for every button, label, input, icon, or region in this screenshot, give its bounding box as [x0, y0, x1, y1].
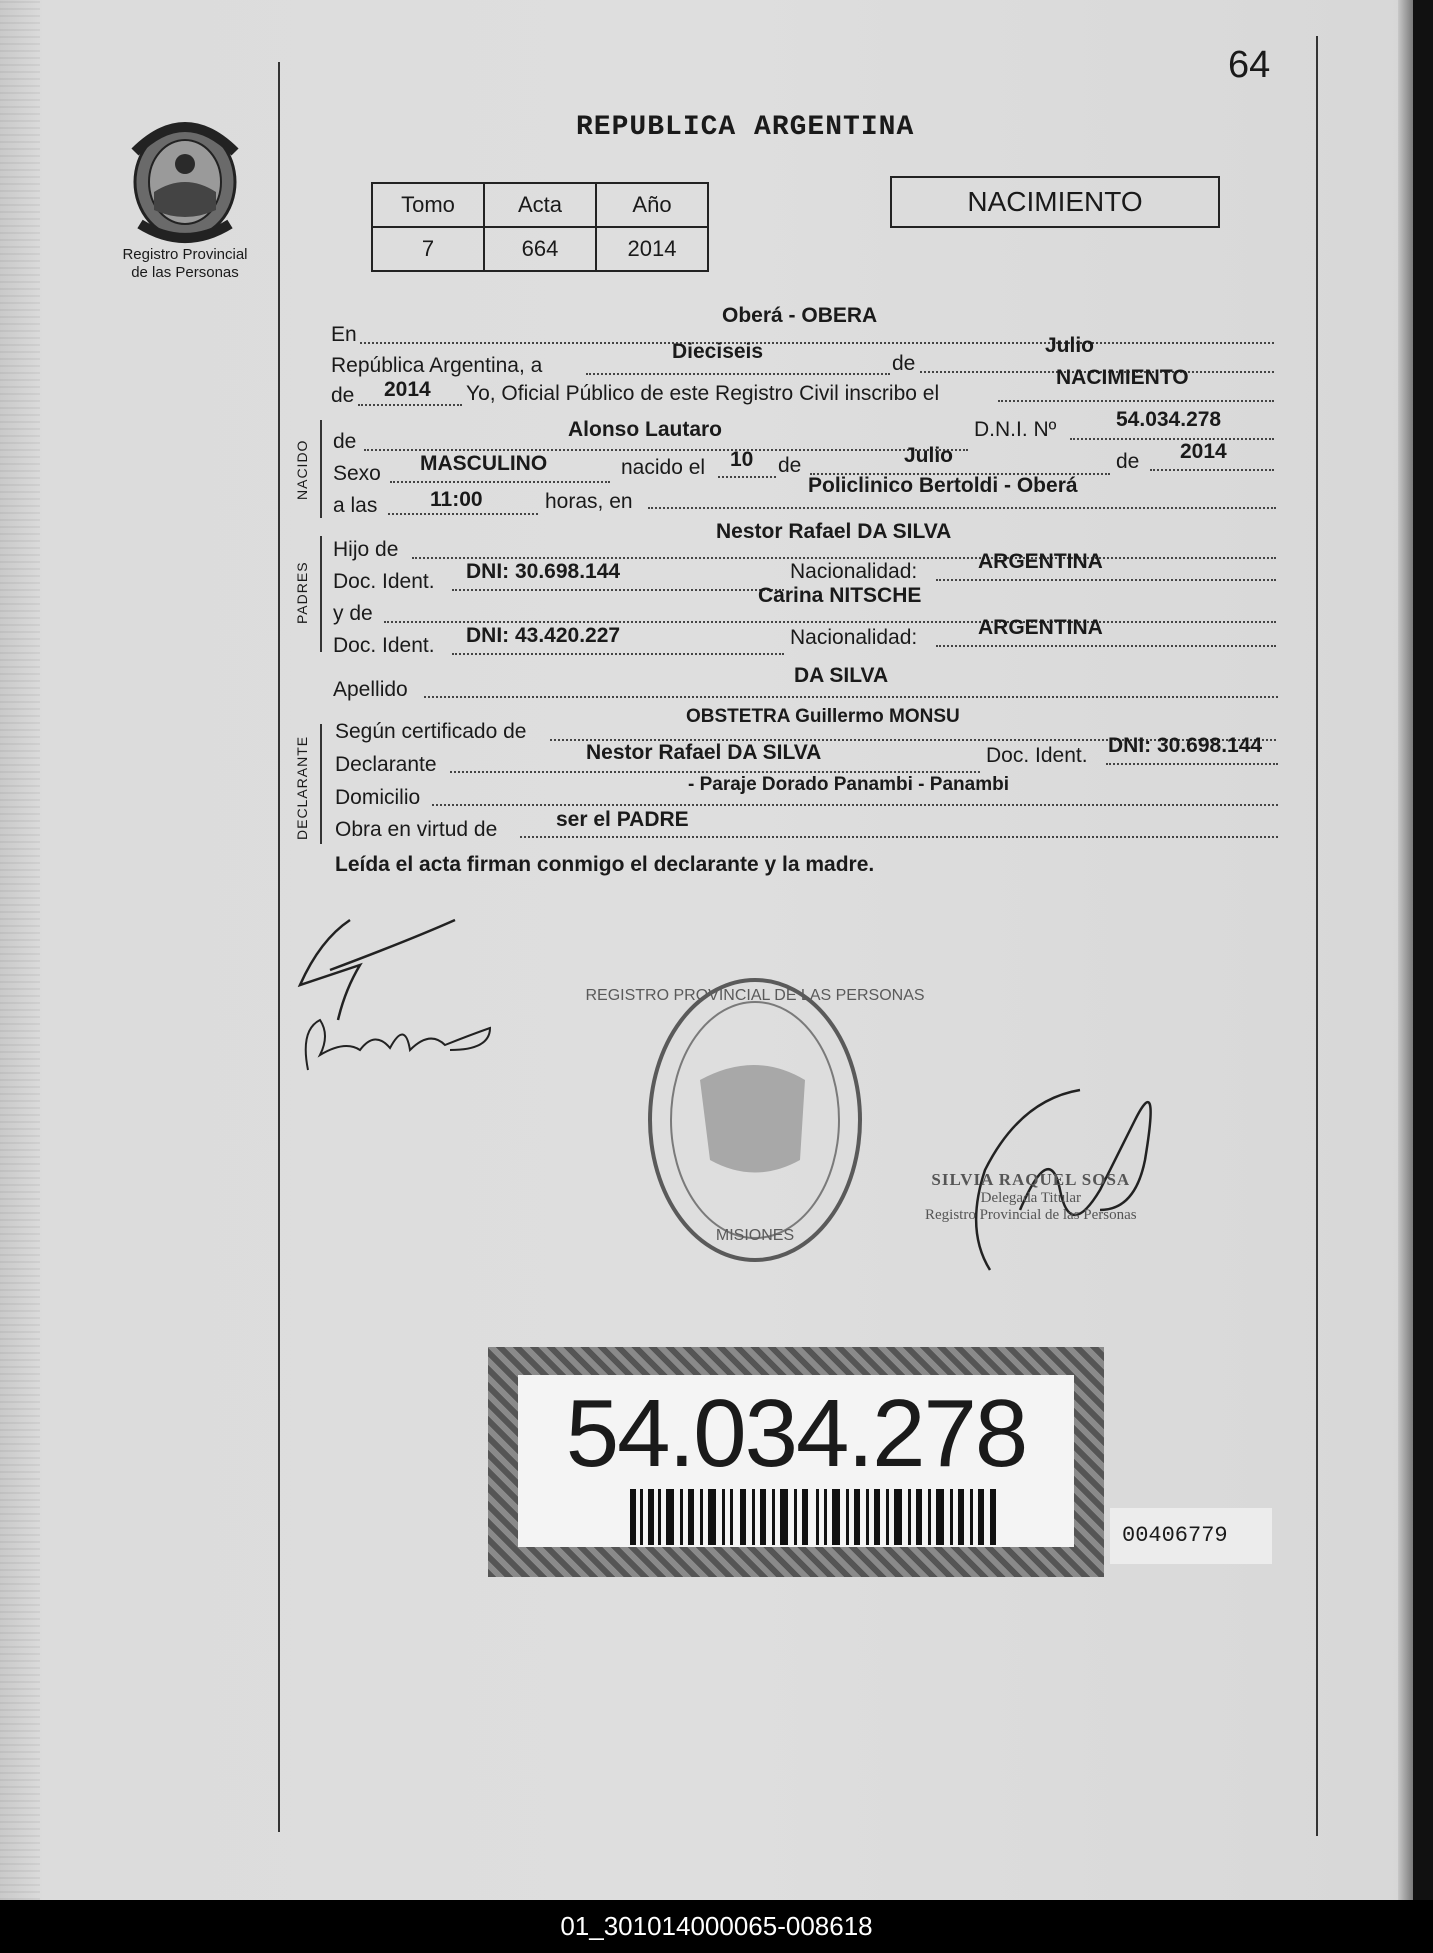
declarante-doc-value: DNI: 30.698.144: [1108, 734, 1263, 757]
dotted-line: [586, 373, 890, 375]
dotted-line: [450, 771, 980, 773]
de-label: de: [331, 384, 355, 407]
record-table-header: Tomo: [372, 183, 484, 227]
page-number: 64: [1228, 44, 1271, 86]
page-edge: [1413, 0, 1433, 1900]
dotted-line: [452, 589, 784, 591]
dotted-line: [360, 342, 1274, 344]
dotted-line: [412, 557, 1276, 559]
dotted-line: [452, 653, 784, 655]
barcode-label: [488, 1347, 1104, 1577]
child-name-value: Alonso Lautaro: [568, 418, 723, 441]
dotted-line: [998, 400, 1274, 402]
record-table-header: Acta: [484, 183, 596, 227]
officer-block: [925, 1170, 1137, 1224]
birth-place-value: Policlinico Bertoldi - Oberá: [808, 474, 1078, 497]
republica-label: República Argentina, a: [331, 354, 543, 377]
officer-role: Delegada Titular: [980, 1190, 1082, 1206]
y-de-label: y de: [333, 602, 373, 625]
father-name-value: Nestor Rafael DA SILVA: [716, 520, 952, 543]
officer-organization: Registro Provincial de las Personas: [925, 1207, 1137, 1223]
certificado-label: Según certificado de: [335, 720, 527, 743]
birth-month-value: Julio: [904, 444, 954, 467]
dotted-line: [520, 836, 1278, 838]
birth-day-value: 10: [730, 448, 754, 471]
record-table-cell: 664: [484, 227, 596, 271]
barcode-icon: [630, 1489, 996, 1545]
logo-caption-line1: Registro Provincial: [122, 246, 248, 263]
dotted-line: [1106, 763, 1278, 765]
logo-caption: [100, 246, 270, 282]
apellido-label: Apellido: [333, 678, 408, 701]
dotted-line: [936, 645, 1276, 647]
father-nationality-value: ARGENTINA: [978, 550, 1103, 573]
birth-year-value: 2014: [1180, 440, 1227, 463]
record-table-header-row: [372, 183, 708, 227]
dotted-line: [1150, 469, 1274, 471]
official-stamp-icon: [585, 970, 925, 1270]
document-title: REPUBLICA ARGENTINA: [576, 112, 915, 143]
en-label: En: [331, 323, 357, 346]
mother-name-value: Carina NITSCHE: [758, 584, 922, 607]
father-doc-value: DNI: 30.698.144: [466, 560, 621, 583]
birth-time-value: 11:00: [430, 488, 483, 511]
year-value: 2014: [384, 378, 431, 401]
a-las-label: a las: [333, 494, 378, 517]
record-table-cell: 2014: [596, 227, 708, 271]
declarante-section-label: DECLARANTE: [294, 735, 310, 840]
nacido-de-label: de: [333, 430, 357, 453]
sexo-label: Sexo: [333, 462, 381, 485]
doc-ident-label: Doc. Ident.: [333, 570, 435, 593]
de-label: de: [778, 454, 802, 477]
nacido-section-label: NACIDO: [294, 439, 310, 500]
dotted-line: [424, 696, 1278, 698]
nacionalidad-label: Nacionalidad:: [790, 560, 918, 583]
officer-name: SILVIA RAQUEL SOSA: [931, 1170, 1131, 1189]
dotted-line: [390, 481, 610, 483]
official-text: Yo, Oficial Público de este Registro Civil inscribo el: [466, 382, 940, 405]
domicilio-label: Domicilio: [335, 786, 421, 809]
page-shadow: [1398, 0, 1413, 1900]
horas-label: horas, en: [545, 490, 633, 513]
stamp-text-bottom: MISIONES: [715, 1227, 795, 1244]
closing-statement: Leída el acta firman conmigo el declarante y la madre.: [335, 853, 875, 876]
provincia-seal-icon: [120, 112, 250, 242]
mother-nationality-value: ARGENTINA: [978, 616, 1103, 639]
day-value: Dieciseis: [672, 340, 764, 363]
logo-caption-line2: de las Personas: [131, 264, 239, 281]
serial-number: 00406779: [1110, 1508, 1272, 1564]
nacido-el-label: nacido el: [621, 456, 706, 479]
obra-value: ser el PADRE: [556, 808, 689, 831]
dotted-line: [358, 404, 462, 406]
record-table-cell: 7: [372, 227, 484, 271]
footer-filename: 01_301014000065-008618: [0, 1900, 1433, 1953]
de-label: de: [892, 352, 916, 375]
stamp-text-top: REGISTRO PROVINCIAL DE LAS PERSONAS: [585, 987, 925, 1004]
dotted-line: [432, 804, 1278, 806]
certificado-value: OBSTETRA Guillermo MONSU: [686, 706, 960, 727]
record-table: [371, 182, 709, 272]
record-table-header: Año: [596, 183, 708, 227]
doc-ident-label: Doc. Ident.: [986, 744, 1088, 767]
month-value: Julio: [1045, 334, 1095, 357]
dotted-line: [718, 476, 776, 478]
dotted-line: [388, 513, 538, 515]
child-dni-value: 54.034.278: [1116, 408, 1222, 431]
section-bracket: [320, 724, 322, 844]
barcode-number: 54.034.278: [565, 1380, 1027, 1487]
de-label: de: [1116, 450, 1140, 473]
obra-label: Obra en virtud de: [335, 818, 498, 841]
dotted-line: [936, 579, 1276, 581]
place-value: Oberá - OBERA: [722, 304, 878, 327]
document-type-box: NACIMIENTO: [890, 176, 1220, 228]
barcode-panel: [518, 1375, 1074, 1547]
domicilio-value: - Paraje Dorado Panambi - Panambi: [688, 774, 1009, 795]
apellido-value: DA SILVA: [794, 664, 889, 687]
scan-artifact: [0, 0, 40, 1900]
mother-doc-value: DNI: 43.420.227: [466, 624, 621, 647]
padres-section-label: PADRES: [294, 561, 310, 624]
right-margin-line: [1316, 36, 1318, 1836]
declarante-label: Declarante: [335, 753, 437, 776]
nacionalidad-label: Nacionalidad:: [790, 626, 918, 649]
left-margin-line: [278, 62, 280, 1832]
section-bracket: [320, 420, 322, 518]
dotted-line: [648, 507, 1276, 509]
dotted-line: [384, 621, 1276, 623]
sexo-value: MASCULINO: [420, 452, 548, 475]
section-bracket: [320, 536, 322, 652]
handwritten-signature-icon: [290, 900, 510, 1080]
record-table-value-row: [372, 227, 708, 271]
doc-ident-label: Doc. Ident.: [333, 634, 435, 657]
dni-label: D.N.I. Nº: [974, 418, 1057, 441]
hijo-de-label: Hijo de: [333, 538, 399, 561]
inscription-type-value: NACIMIENTO: [1056, 366, 1189, 389]
dotted-line: [364, 449, 968, 451]
declarante-name-value: Nestor Rafael DA SILVA: [586, 741, 822, 764]
dotted-line: [1070, 438, 1274, 440]
